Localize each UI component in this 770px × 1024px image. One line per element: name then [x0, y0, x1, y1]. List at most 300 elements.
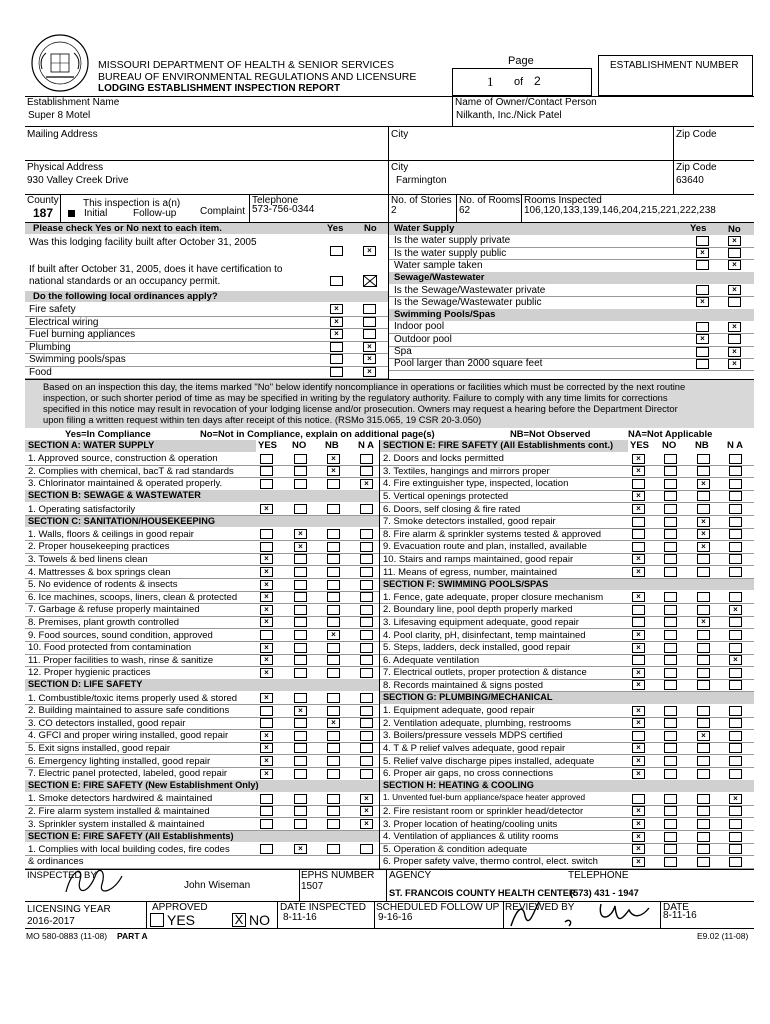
checklist-item-label: 5. Vertical openings protected: [383, 490, 509, 502]
checklist-yes-checkbox[interactable]: [260, 806, 273, 816]
checklist-no-checkbox[interactable]: [664, 756, 677, 766]
checklist-yes-checkbox[interactable]: ×: [260, 605, 273, 615]
ordinance-yes-checkbox[interactable]: ×: [330, 329, 343, 339]
checklist-na-checkbox[interactable]: [729, 731, 742, 741]
checklist-na-checkbox[interactable]: [360, 617, 373, 627]
checklist-no-checkbox[interactable]: [294, 806, 307, 816]
checklist-na-checkbox[interactable]: [360, 454, 373, 464]
checklist-nb-checkbox[interactable]: [327, 844, 340, 854]
top-right-no-checkbox[interactable]: [728, 334, 741, 344]
checklist-nb-checkbox[interactable]: [327, 529, 340, 539]
left-col-yes: YES: [258, 440, 278, 451]
checklist-nb-checkbox[interactable]: [697, 680, 710, 690]
checklist-yes-checkbox[interactable]: ×: [632, 806, 645, 816]
checklist-na-checkbox[interactable]: [360, 567, 373, 577]
checklist-nb-checkbox[interactable]: [327, 580, 340, 590]
checklist-nb-checkbox[interactable]: [697, 491, 710, 501]
checklist-yes-checkbox[interactable]: ×: [632, 592, 645, 602]
checklist-no-checkbox[interactable]: [294, 479, 307, 489]
checklist-na-checkbox[interactable]: [360, 605, 373, 615]
checklist-yes-checkbox[interactable]: ×: [632, 844, 645, 854]
checklist-no-checkbox[interactable]: [664, 655, 677, 665]
agency-telephone[interactable]: (573) 431 - 1947: [570, 888, 639, 898]
checklist-na-checkbox[interactable]: ×: [360, 479, 373, 489]
checklist-nb-checkbox[interactable]: [697, 504, 710, 514]
checklist-no-checkbox[interactable]: [294, 769, 307, 779]
checklist-nb-checkbox[interactable]: [327, 617, 340, 627]
checklist-na-checkbox[interactable]: [729, 806, 742, 816]
checklist-no-checkbox[interactable]: [294, 655, 307, 665]
checklist-no-checkbox[interactable]: [294, 643, 307, 653]
checklist-yes-checkbox[interactable]: ×: [260, 655, 273, 665]
checklist-nb-checkbox[interactable]: [697, 756, 710, 766]
checklist-yes-checkbox[interactable]: ×: [632, 504, 645, 514]
checklist-no-checkbox[interactable]: [664, 731, 677, 741]
stories-value[interactable]: 2: [391, 205, 397, 216]
checklist-nb-checkbox[interactable]: ×: [697, 479, 710, 489]
checklist-item-label: 3. Textiles, hangings and mirrors proper: [383, 465, 550, 477]
checklist-yes-checkbox[interactable]: ×: [632, 819, 645, 829]
rooms-inspected-value[interactable]: 106,120,133,139,146,204,215,221,222,238: [524, 205, 716, 216]
ephs-number[interactable]: 1507: [301, 881, 324, 892]
top-right-no-checkbox[interactable]: ×: [728, 236, 741, 246]
checklist-yes-checkbox[interactable]: [260, 794, 273, 804]
checklist-no-checkbox[interactable]: [664, 668, 677, 678]
checklist-na-checkbox[interactable]: [729, 491, 742, 501]
checklist-no-checkbox[interactable]: [664, 466, 677, 476]
checklist-nb-checkbox[interactable]: [327, 567, 340, 577]
checklist-no-checkbox[interactable]: [664, 643, 677, 653]
checklist-yes-checkbox[interactable]: ×: [260, 643, 273, 653]
checklist-yes-checkbox[interactable]: ×: [632, 706, 645, 716]
checklist-nb-checkbox[interactable]: ×: [327, 718, 340, 728]
inspected-by-label: INSPECTED BY: [27, 870, 97, 881]
approved-no-checkbox[interactable]: X: [232, 913, 246, 927]
checklist-no-checkbox[interactable]: [664, 680, 677, 690]
checklist-na-checkbox[interactable]: [729, 756, 742, 766]
checklist-na-checkbox[interactable]: [729, 668, 742, 678]
checklist-yes-checkbox[interactable]: ×: [632, 832, 645, 842]
rooms-value[interactable]: 62: [459, 205, 471, 216]
built-no-checkbox[interactable]: ×: [363, 246, 376, 256]
checklist-na-checkbox[interactable]: [360, 529, 373, 539]
checklist-yes-checkbox[interactable]: ×: [260, 668, 273, 678]
checklist-no-checkbox[interactable]: [294, 693, 307, 703]
checklist-no-checkbox[interactable]: [664, 554, 677, 564]
top-right-yes-checkbox[interactable]: [696, 359, 709, 369]
checklist-na-checkbox[interactable]: [360, 718, 373, 728]
checklist-nb-checkbox[interactable]: [697, 857, 710, 867]
checklist-yes-checkbox[interactable]: [260, 844, 273, 854]
ordinance-yes-checkbox[interactable]: [330, 342, 343, 352]
checklist-no-checkbox[interactable]: [294, 580, 307, 590]
zip2[interactable]: 63640: [676, 175, 704, 186]
checklist-yes-checkbox[interactable]: ×: [632, 491, 645, 501]
followup-label: Follow-up: [133, 208, 177, 219]
checklist-no-checkbox[interactable]: [664, 592, 677, 602]
top-right-no-checkbox[interactable]: [728, 297, 741, 307]
checklist-no-checkbox[interactable]: [664, 542, 677, 552]
checklist-na-checkbox[interactable]: [360, 844, 373, 854]
checklist-yes-checkbox[interactable]: ×: [632, 554, 645, 564]
checklist-yes-checkbox[interactable]: [260, 479, 273, 489]
checklist-na-checkbox[interactable]: [360, 706, 373, 716]
checklist-nb-checkbox[interactable]: [327, 706, 340, 716]
page-label: Page: [508, 55, 534, 67]
checklist-na-checkbox[interactable]: [729, 592, 742, 602]
checklist-no-checkbox[interactable]: [294, 743, 307, 753]
checklist-nb-checkbox[interactable]: [327, 554, 340, 564]
checklist-na-checkbox[interactable]: [360, 743, 373, 753]
checklist-nb-checkbox[interactable]: [327, 504, 340, 514]
checklist-nb-checkbox[interactable]: ×: [697, 529, 710, 539]
checklist-yes-checkbox[interactable]: [632, 479, 645, 489]
checklist-na-checkbox[interactable]: [360, 693, 373, 703]
checklist-na-checkbox[interactable]: [729, 630, 742, 640]
ordinance-yes-checkbox[interactable]: ×: [330, 304, 343, 314]
checklist-no-checkbox[interactable]: [664, 743, 677, 753]
top-right-yes-checkbox[interactable]: [696, 260, 709, 270]
checklist-yes-checkbox[interactable]: ×: [632, 680, 645, 690]
checklist-nb-checkbox[interactable]: [327, 743, 340, 753]
checklist-yes-checkbox[interactable]: [260, 454, 273, 464]
checklist-no-checkbox[interactable]: [294, 504, 307, 514]
top-right-yes-checkbox[interactable]: [696, 322, 709, 332]
checklist-yes-checkbox[interactable]: ×: [632, 743, 645, 753]
checklist-nb-checkbox[interactable]: ×: [697, 731, 710, 741]
checklist-na-checkbox[interactable]: [729, 643, 742, 653]
checklist-na-checkbox[interactable]: [729, 617, 742, 627]
top-right-no-checkbox[interactable]: ×: [728, 285, 741, 295]
top-right-yes-checkbox[interactable]: ×: [696, 248, 709, 258]
checklist-no-checkbox[interactable]: ×: [294, 844, 307, 854]
checklist-yes-checkbox[interactable]: ×: [632, 857, 645, 867]
ordinance-no-checkbox[interactable]: ×: [363, 342, 376, 352]
checklist-yes-checkbox[interactable]: ×: [632, 567, 645, 577]
checklist-no-checkbox[interactable]: ×: [294, 529, 307, 539]
ordinance-no-checkbox[interactable]: [363, 329, 376, 339]
checklist-nb-checkbox[interactable]: [697, 454, 710, 464]
checklist-yes-checkbox[interactable]: ×: [632, 643, 645, 653]
ordinance-yes-checkbox[interactable]: [330, 354, 343, 364]
checklist-nb-checkbox[interactable]: ×: [327, 466, 340, 476]
checklist-na-checkbox[interactable]: [360, 580, 373, 590]
checklist-nb-checkbox[interactable]: [697, 567, 710, 577]
checklist-na-checkbox[interactable]: ×: [360, 794, 373, 804]
checklist-yes-checkbox[interactable]: [260, 706, 273, 716]
checklist-nb-checkbox[interactable]: [697, 844, 710, 854]
checklist-nb-checkbox[interactable]: [327, 806, 340, 816]
checklist-no-checkbox[interactable]: [664, 718, 677, 728]
checklist-nb-checkbox[interactable]: [327, 819, 340, 829]
ordinance-no-checkbox[interactable]: [363, 317, 376, 327]
checklist-na-checkbox[interactable]: [360, 554, 373, 564]
top-right-question: Pool larger than 2000 square feet: [394, 358, 543, 370]
checklist-nb-checkbox[interactable]: [697, 605, 710, 615]
checklist-no-checkbox[interactable]: [664, 617, 677, 627]
checklist-yes-checkbox[interactable]: ×: [632, 718, 645, 728]
checklist-no-checkbox[interactable]: [294, 617, 307, 627]
date-inspected[interactable]: 8-11-16: [283, 912, 317, 923]
checklist-na-checkbox[interactable]: ×: [729, 605, 742, 615]
checklist-na-checkbox[interactable]: [729, 554, 742, 564]
checklist-na-checkbox[interactable]: [729, 454, 742, 464]
checklist-nb-checkbox[interactable]: ×: [697, 517, 710, 527]
top-right-yes-checkbox[interactable]: ×: [696, 297, 709, 307]
checklist-yes-checkbox[interactable]: ×: [260, 617, 273, 627]
checklist-nb-checkbox[interactable]: [697, 832, 710, 842]
checklist-na-checkbox[interactable]: [360, 630, 373, 640]
checklist-yes-checkbox[interactable]: ×: [260, 554, 273, 564]
checklist-yes-checkbox[interactable]: ×: [632, 454, 645, 464]
ordinance-no-checkbox[interactable]: ×: [363, 354, 376, 364]
checklist-na-checkbox[interactable]: [729, 479, 742, 489]
checklist-no-checkbox[interactable]: [294, 668, 307, 678]
checklist-na-checkbox[interactable]: [360, 769, 373, 779]
cert-yes-checkbox[interactable]: [330, 276, 343, 286]
checklist-na-checkbox[interactable]: [729, 680, 742, 690]
top-right-section-title: Sewage/Wastewater: [394, 272, 485, 284]
checklist-item-label: 5. No evidence of rodents & insects: [28, 579, 178, 591]
checklist-item-label: 7. Garbage & refuse properly maintained: [28, 604, 200, 616]
checklist-nb-checkbox[interactable]: [697, 769, 710, 779]
top-right-no-checkbox[interactable]: ×: [728, 347, 741, 357]
ordinance-yes-checkbox[interactable]: ×: [330, 317, 343, 327]
checklist-na-checkbox[interactable]: ×: [360, 806, 373, 816]
cert-no-checkbox[interactable]: [363, 275, 377, 287]
checklist-na-checkbox[interactable]: ×: [729, 794, 742, 804]
checklist-no-checkbox[interactable]: [664, 454, 677, 464]
checklist-na-checkbox[interactable]: [729, 517, 742, 527]
checklist-yes-checkbox[interactable]: ×: [632, 630, 645, 640]
checklist-nb-checkbox[interactable]: [327, 794, 340, 804]
checklist-na-checkbox[interactable]: [729, 832, 742, 842]
checklist-yes-checkbox[interactable]: ×: [260, 769, 273, 779]
checklist-nb-checkbox[interactable]: [697, 743, 710, 753]
checklist-na-checkbox[interactable]: [729, 466, 742, 476]
city2[interactable]: Farmington: [396, 175, 447, 186]
checklist-no-checkbox[interactable]: [664, 857, 677, 867]
checklist-yes-checkbox[interactable]: ×: [632, 668, 645, 678]
top-right-yes-checkbox[interactable]: ×: [696, 334, 709, 344]
checklist-nb-checkbox[interactable]: [327, 769, 340, 779]
checklist-no-checkbox[interactable]: [664, 630, 677, 640]
checklist-no-checkbox[interactable]: ×: [294, 542, 307, 552]
checklist-nb-checkbox[interactable]: [697, 706, 710, 716]
checklist-na-checkbox[interactable]: [729, 706, 742, 716]
checklist-nb-checkbox[interactable]: [327, 693, 340, 703]
checklist-no-checkbox[interactable]: [664, 491, 677, 501]
checklist-no-checkbox[interactable]: [664, 605, 677, 615]
checklist-yes-checkbox[interactable]: [260, 542, 273, 552]
checklist-na-checkbox[interactable]: ×: [360, 819, 373, 829]
checklist-nb-checkbox[interactable]: [697, 643, 710, 653]
checklist-no-checkbox[interactable]: [294, 605, 307, 615]
checklist-yes-checkbox[interactable]: [632, 731, 645, 741]
review-date[interactable]: 8-11-16: [663, 910, 697, 921]
checklist-nb-checkbox[interactable]: [327, 542, 340, 552]
checklist-no-checkbox[interactable]: [664, 769, 677, 779]
checklist-no-checkbox[interactable]: [294, 756, 307, 766]
checklist-no-checkbox[interactable]: [664, 567, 677, 577]
checklist-no-checkbox[interactable]: [664, 479, 677, 489]
county-value[interactable]: 187: [33, 206, 54, 220]
checklist-nb-checkbox[interactable]: [697, 819, 710, 829]
scheduled-followup[interactable]: 9-16-16: [378, 912, 413, 923]
checklist-nb-checkbox[interactable]: [327, 668, 340, 678]
checklist-item-label: 1. Smoke detectors hardwired & maintained: [28, 793, 213, 805]
checklist-na-checkbox[interactable]: [729, 844, 742, 854]
checklist-nb-checkbox[interactable]: [697, 466, 710, 476]
checklist-yes-checkbox[interactable]: [260, 466, 273, 476]
checklist-na-checkbox[interactable]: [729, 542, 742, 552]
checklist-nb-checkbox[interactable]: [327, 655, 340, 665]
checklist-yes-checkbox[interactable]: ×: [260, 567, 273, 577]
checklist-no-checkbox[interactable]: [294, 731, 307, 741]
checklist-yes-checkbox[interactable]: ×: [632, 756, 645, 766]
top-right-no-label: No: [728, 224, 741, 235]
checklist-nb-checkbox[interactable]: [327, 605, 340, 615]
checklist-nb-checkbox[interactable]: ×: [697, 542, 710, 552]
checklist-nb-checkbox[interactable]: [697, 718, 710, 728]
checklist-nb-checkbox[interactable]: [697, 554, 710, 564]
checklist-nb-checkbox[interactable]: [327, 479, 340, 489]
checklist-na-checkbox[interactable]: [729, 743, 742, 753]
checklist-nb-checkbox[interactable]: ×: [327, 454, 340, 464]
checklist-no-checkbox[interactable]: [664, 706, 677, 716]
physical-address[interactable]: 930 Valley Creek Drive: [27, 175, 129, 186]
top-right-yes-checkbox[interactable]: [696, 285, 709, 295]
complaint-label: Complaint: [200, 206, 246, 217]
top-right-question: Spa: [394, 346, 412, 357]
checklist-no-checkbox[interactable]: [294, 454, 307, 464]
checklist-na-checkbox[interactable]: [729, 718, 742, 728]
checklist-nb-checkbox[interactable]: [327, 756, 340, 766]
checklist-yes-checkbox[interactable]: ×: [260, 731, 273, 741]
checklist-yes-checkbox[interactable]: [632, 605, 645, 615]
telephone-value[interactable]: 573-756-0344: [252, 204, 315, 215]
checklist-nb-checkbox[interactable]: [327, 643, 340, 653]
checklist-no-checkbox[interactable]: [294, 592, 307, 602]
checklist-na-checkbox[interactable]: [360, 668, 373, 678]
checklist-nb-checkbox[interactable]: [697, 668, 710, 678]
checklist-na-checkbox[interactable]: [360, 466, 373, 476]
checklist-yes-checkbox[interactable]: ×: [632, 769, 645, 779]
top-right-yes-checkbox[interactable]: [696, 347, 709, 357]
checklist-yes-checkbox[interactable]: [260, 819, 273, 829]
top-right-no-checkbox[interactable]: ×: [728, 359, 741, 369]
checklist-na-checkbox[interactable]: [360, 756, 373, 766]
checklist-na-checkbox[interactable]: [729, 504, 742, 514]
checklist-na-checkbox[interactable]: [729, 567, 742, 577]
checklist-no-checkbox[interactable]: [294, 718, 307, 728]
checklist-no-checkbox[interactable]: [294, 554, 307, 564]
checklist-no-checkbox[interactable]: [664, 832, 677, 842]
checklist-no-checkbox[interactable]: [294, 819, 307, 829]
checklist-yes-checkbox[interactable]: [260, 630, 273, 640]
page-number: 1: [487, 74, 494, 89]
checklist-no-checkbox[interactable]: [664, 806, 677, 816]
checklist-yes-checkbox[interactable]: ×: [260, 592, 273, 602]
ordinance-no-checkbox[interactable]: [363, 304, 376, 314]
approved-yes-checkbox[interactable]: [150, 913, 164, 927]
checklist-na-checkbox[interactable]: [360, 504, 373, 514]
checklist-item-label: 6. Proper air gaps, no cross connections: [383, 768, 554, 780]
top-right-no-checkbox[interactable]: ×: [728, 260, 741, 270]
checklist-na-checkbox[interactable]: [360, 542, 373, 552]
checklist-no-checkbox[interactable]: [664, 504, 677, 514]
owner-name[interactable]: Nilkanth, Inc./Nick Patel: [456, 110, 562, 121]
top-right-yes-checkbox[interactable]: [696, 236, 709, 246]
checklist-yes-checkbox[interactable]: ×: [260, 504, 273, 514]
ordinance-no-checkbox[interactable]: ×: [363, 367, 376, 377]
checklist-yes-checkbox[interactable]: [632, 517, 645, 527]
checklist-nb-checkbox[interactable]: [697, 630, 710, 640]
establishment-name[interactable]: Super 8 Motel: [28, 110, 91, 121]
checklist-no-checkbox[interactable]: [294, 630, 307, 640]
checklist-no-checkbox[interactable]: [664, 517, 677, 527]
top-right-no-checkbox[interactable]: ×: [728, 322, 741, 332]
checklist-nb-checkbox[interactable]: ×: [327, 630, 340, 640]
checklist-yes-checkbox[interactable]: ×: [260, 580, 273, 590]
top-right-no-checkbox[interactable]: [728, 248, 741, 258]
checklist-yes-checkbox[interactable]: [632, 794, 645, 804]
checklist-nb-checkbox[interactable]: [697, 794, 710, 804]
checklist-yes-checkbox[interactable]: [260, 718, 273, 728]
checklist-yes-checkbox[interactable]: [632, 655, 645, 665]
licensing-year[interactable]: 2016-2017: [27, 916, 75, 927]
checklist-yes-checkbox[interactable]: [260, 529, 273, 539]
checklist-nb-checkbox[interactable]: [327, 592, 340, 602]
checklist-na-checkbox[interactable]: [360, 592, 373, 602]
checklist-nb-checkbox[interactable]: [697, 655, 710, 665]
checklist-na-checkbox[interactable]: [360, 643, 373, 653]
checklist-no-checkbox[interactable]: [664, 819, 677, 829]
checklist-yes-checkbox[interactable]: [632, 529, 645, 539]
checklist-item-label: 3. CO detectors installed, good repair: [28, 717, 186, 729]
checklist-no-checkbox[interactable]: [294, 567, 307, 577]
checklist-na-checkbox[interactable]: [360, 655, 373, 665]
checklist-no-checkbox[interactable]: [664, 794, 677, 804]
checklist-no-checkbox[interactable]: [664, 529, 677, 539]
checklist-nb-checkbox[interactable]: [697, 592, 710, 602]
checklist-no-checkbox[interactable]: ×: [294, 706, 307, 716]
ordinance-yes-checkbox[interactable]: [330, 367, 343, 377]
inspector-name[interactable]: John Wiseman: [184, 880, 251, 891]
checklist-no-checkbox[interactable]: [294, 466, 307, 476]
checklist-nb-checkbox[interactable]: [697, 806, 710, 816]
checklist-yes-checkbox[interactable]: ×: [632, 466, 645, 476]
checklist-no-checkbox[interactable]: [664, 844, 677, 854]
checklist-na-checkbox[interactable]: [729, 857, 742, 867]
built-yes-checkbox[interactable]: [330, 246, 343, 256]
initial-checkbox[interactable]: [68, 210, 75, 217]
checklist-yes-checkbox[interactable]: [632, 542, 645, 552]
checklist-nb-checkbox[interactable]: [327, 731, 340, 741]
checklist-yes-checkbox[interactable]: ×: [260, 743, 273, 753]
checklist-no-checkbox[interactable]: [294, 794, 307, 804]
checklist-yes-checkbox[interactable]: ×: [260, 756, 273, 766]
checklist-nb-checkbox[interactable]: ×: [697, 617, 710, 627]
checklist-na-checkbox[interactable]: [729, 529, 742, 539]
checklist-na-checkbox[interactable]: [729, 769, 742, 779]
checklist-na-checkbox[interactable]: [729, 819, 742, 829]
agency-name[interactable]: ST. FRANCOIS COUNTY HEALTH CENTER: [389, 888, 576, 898]
checklist-na-checkbox[interactable]: [360, 731, 373, 741]
checklist-yes-checkbox[interactable]: [632, 617, 645, 627]
checklist-yes-checkbox[interactable]: ×: [260, 693, 273, 703]
checklist-na-checkbox[interactable]: ×: [729, 655, 742, 665]
